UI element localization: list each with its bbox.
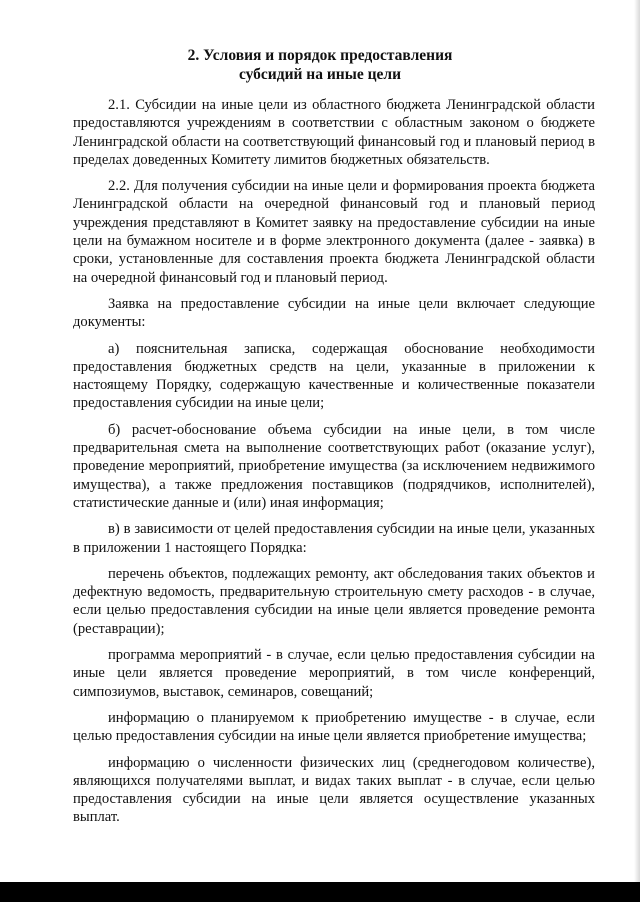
paragraph-repair-objects: перечень объектов, подлежащих ремонту, акт обследования таких объектов и дефектную ведомость, предварительную строительную смету расходов - в случае, если целью предоставления субсидии на иные цели является проведение ремонта (реставрации);	[73, 565, 595, 637]
paragraph-application-documents: Заявка на предоставление субсидии на иные цели включает следующие документы:	[73, 295, 595, 331]
paragraph-property-info: информацию о планируемом к приобретению имуществе - в случае, если целью предоставления субсидии на иные цели является приобретение имущества;	[73, 709, 595, 745]
section-title-line-2: субсидий на иные цели	[238, 66, 402, 83]
document-body	[73, 96, 595, 835]
section-title	[0, 46, 640, 84]
paragraph-item-v: в) в зависимости от целей предоставления субсидии на иные цели, указанных в приложении 1 настоящего Порядка:	[73, 521, 595, 556]
paragraph-2-1: 2.1. Субсидии на иные цели из областного бюджета Ленинградской области предоставляются учреждениям в соответствии с областным законом о бюджете Ленинградской области на соответствующий финансовый год и плановый период в пределах доведенных Комитету лимитов бюджетных обязательств.	[73, 97, 595, 168]
paragraph-payments-info: информацию о численности физических лиц (среднегодовом количестве), являющихся получателями выплат, и видах таких выплат - в случае, если целью предоставления субсидии на иные цели является осуществление указанных выплат.	[73, 754, 595, 826]
paragraph-item-b: б) расчет-обоснование объема субсидии на иные цели, в том числе предварительная смета на выполнение соответствующих работ (оказание услуг), проведение мероприятий, приобретение имущества (за исключением недвижимого имущества), а также предложения поставщиков (подрядчиков, исполнителей), статистические данные и (или) иная информация;	[73, 421, 595, 511]
section-title-line-1: 2. Условия и порядок предоставления	[187, 47, 453, 64]
paragraph-event-program: программа мероприятий - в случае, если целью предоставления субсидии на иные цели является проведение мероприятий, в том числе конференций, симпозиумов, выставок, семинаров, совещаний;	[73, 647, 595, 700]
scan-bottom-border	[0, 882, 640, 902]
scan-right-edge	[634, 0, 640, 902]
paragraph-2-2: 2.2. Для получения субсидии на иные цели и формирования проекта бюджета Ленинградской области на очередной финансовый год и плановый период учреждения представляют в Комитет заявку на предоставление субсидии на иные цели на бумажном носителе и в форме электронного документа (далее - заявка) в сроки, установленные для составления проекта бюджета Ленинградской области на очередной финансовый год и плановый период.	[73, 178, 595, 286]
paragraph-item-a: а) пояснительная записка, содержащая обоснование необходимости предоставления бюджетных средств на цели, указанные в приложении к настоящему Порядку, содержащую качественные и количественные показатели предоставления субсидии на иные цели;	[73, 340, 595, 412]
